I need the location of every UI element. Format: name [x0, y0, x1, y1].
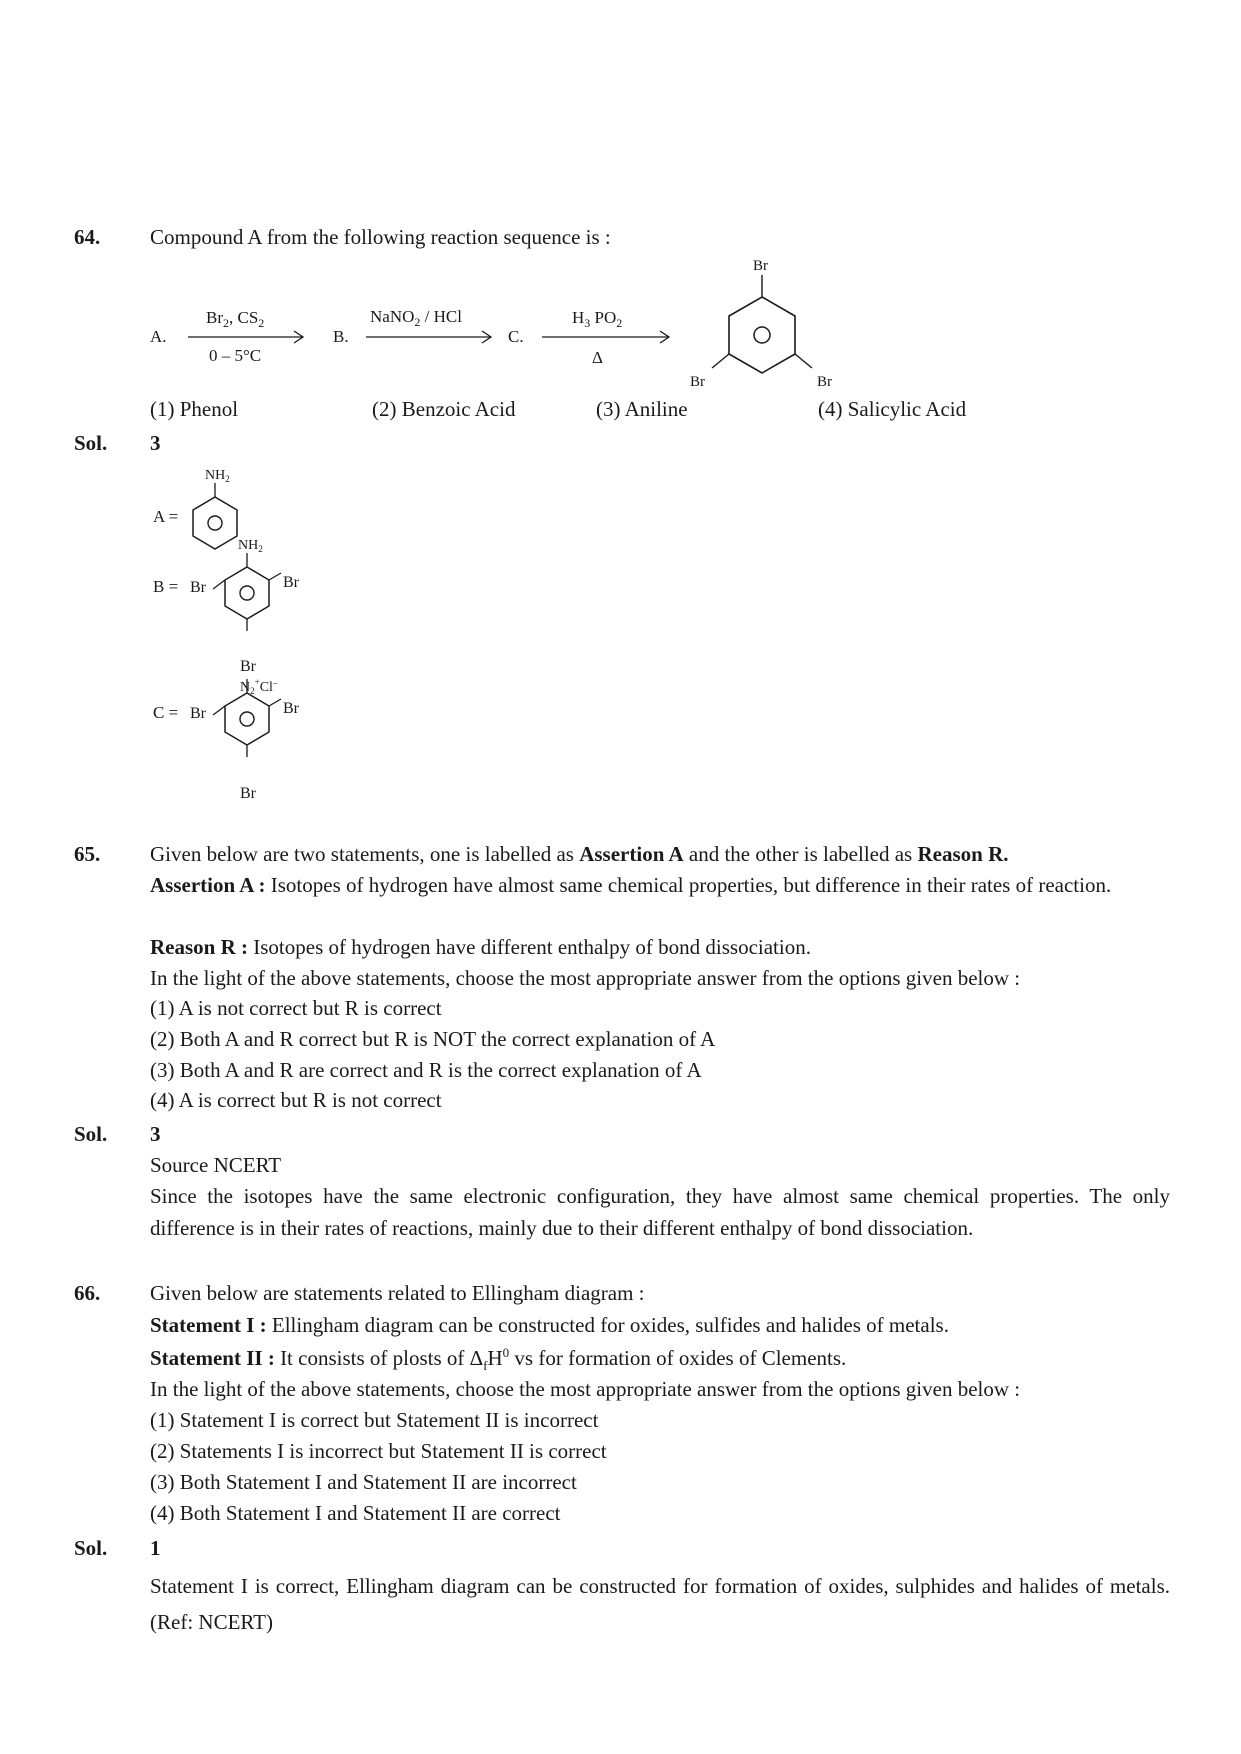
compound-c-label: C. [508, 327, 524, 346]
compound-b-label: B. [333, 327, 349, 346]
answer-66: 1 [150, 1536, 161, 1560]
svg-text:Br: Br [240, 658, 256, 675]
svg-text:B =: B = [153, 577, 179, 596]
option-65-2: (2) Both A and R correct but R is NOT the correct explanation of A [150, 1027, 716, 1051]
option-64-4: (4) Salicylic Acid [818, 397, 967, 421]
product-tribromobenzene [690, 258, 832, 390]
prompt-65: In the light of the above statements, choose the most appropriate answer from the options given below : [150, 966, 1021, 990]
svg-text:Br: Br [190, 579, 206, 596]
sol-label-66: Sol. [74, 1536, 108, 1560]
svg-text:NH2: $NH_2$ [205, 468, 230, 484]
reason-r: Reason R : Isotopes of hydrogen have different enthalpy of bond dissociation. [150, 935, 811, 959]
svg-text:Br: Br [283, 574, 299, 591]
svg-text:A =: A = [153, 507, 179, 526]
reagent-3-top: $H_3$ $PO_2$ [572, 308, 623, 330]
question-number-65: 65. [74, 842, 101, 866]
option-65-4: (4) A is correct but R is not correct [150, 1088, 442, 1112]
option-64-3: (3) Aniline [596, 397, 688, 421]
option-66-1: (1) Statement I is correct but Statement II is incorrect [150, 1408, 599, 1432]
reagent-2-top: NaNO$_2$ / HCl [370, 307, 462, 329]
assertion-a: Assertion A : Isotopes of hydrogen have almost same chemical properties, but difference in their rates of reaction. [150, 873, 1112, 897]
answer-65: 3 [150, 1122, 161, 1146]
svg-text:Br: Br [283, 700, 299, 717]
option-64-2: (2) Benzoic Acid [372, 397, 516, 421]
structure-b-tribromoaniline [153, 538, 300, 675]
solution-structures [0, 455, 360, 805]
answer-64: 3 [150, 431, 161, 455]
question-text-66: Given below are statements related to Ellingham diagram : [150, 1281, 645, 1305]
sol-label-64: Sol. [74, 431, 108, 455]
question-text-64: Compound A from the following reaction sequence is : [150, 225, 611, 249]
reagent-3-bottom: Δ [592, 348, 603, 367]
svg-text:Br: Br [240, 785, 256, 802]
explanation-66: Statement I is correct, Ellingham diagram can be constructed for formation of oxides, sulphides and halides of metals. (Ref: NCERT) [150, 1574, 1170, 1634]
option-64-1: (1) Phenol [150, 397, 239, 421]
compound-a-label: A. [150, 327, 167, 346]
svg-text:Br: Br [753, 258, 768, 274]
question-number-64: 64. [74, 225, 101, 249]
svg-text:Br: Br [817, 374, 832, 390]
option-66-2: (2) Statements I is incorrect but Statement II is correct [150, 1439, 607, 1463]
structure-a-aniline [153, 468, 237, 549]
statement-2: Statement II : It consists of plosts of $\Delta_fH^0$ vs for formation of oxides of Clements. [150, 1345, 847, 1374]
svg-text:Br: Br [690, 374, 705, 390]
statement-1: Statement I : Ellingham diagram can be constructed for oxides, sulfides and halides of metals. [150, 1313, 949, 1337]
option-66-4: (4) Both Statement I and Statement II are correct [150, 1501, 561, 1525]
question-number-66: 66. [74, 1281, 101, 1305]
svg-text:Br: Br [190, 705, 206, 722]
option-65-3: (3) Both A and R are correct and R is the correct explanation of A [150, 1058, 702, 1082]
option-66-3: (3) Both Statement I and Statement II are incorrect [150, 1470, 577, 1494]
reaction-scheme [0, 245, 1241, 405]
prompt-66: In the light of the above statements, choose the most appropriate answer from the options given below : [150, 1377, 1021, 1401]
sol-label-65: Sol. [74, 1122, 108, 1146]
svg-text:NH2: $NH_2$ [238, 538, 263, 554]
source-65: Source NCERT [150, 1153, 282, 1177]
svg-text:N2+Cl–: $N_2^+Cl^-$ [240, 677, 278, 696]
option-65-1: (1) A is not correct but R is correct [150, 996, 442, 1020]
reagent-1-top: $Br_2$, $CS_2$ [206, 308, 265, 330]
question-text-65: Given below are two statements, one is labelled as Assertion A and the other is labelled as Reason R. [150, 842, 1009, 866]
svg-text:C =: C = [153, 703, 179, 722]
structure-c-diazonium-salt [153, 677, 300, 802]
reagent-1-bottom: 0 – 5°C [209, 346, 262, 365]
explanation-65: Since the isotopes have the same electronic configuration, they have almost same chemical properties. The only difference is in their rates of reactions, mainly due to their different enthalpy of bond dissociation. [150, 1184, 1170, 1240]
